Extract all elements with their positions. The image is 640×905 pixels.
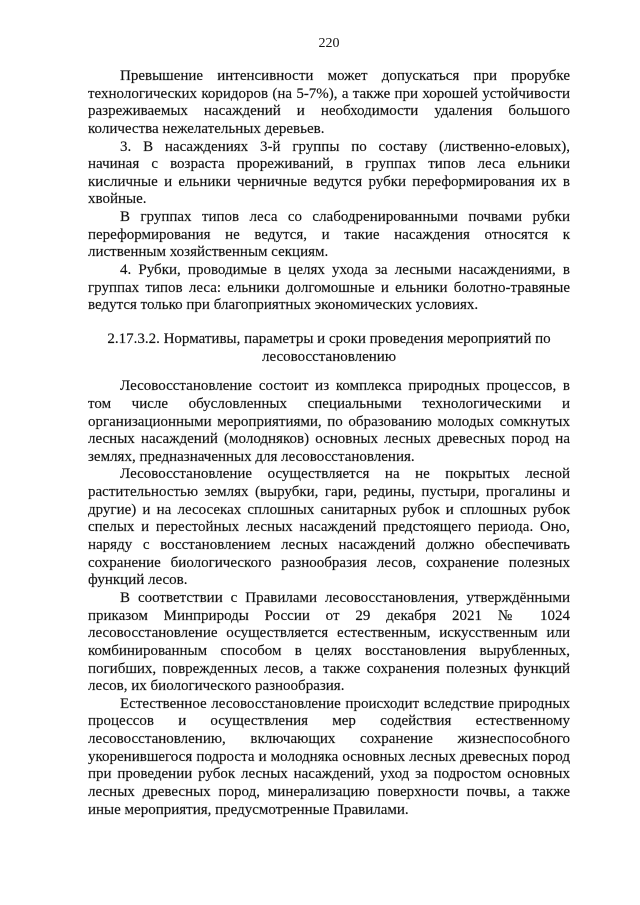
text-line: лесных древесных пород, минерализацию поверхности почвы, а также [88,783,570,800]
paragraph [88,68,570,139]
text-line: растительностью землях (вырубки, гари, редины, пустыри, прогалины и [88,484,570,501]
text-block [88,68,570,819]
text-line: укоренившегося подроста и молодняка основных лесных древесных пород [88,748,570,765]
paragraph [88,378,570,466]
text-line: спелых и перестойных лесных насаждений предстоящего периода. Оно, [88,519,570,536]
page-number: 220 [318,36,340,51]
text-line: сохранение биологического разнообразия лесов, сохранение полезных [88,554,570,571]
text-line: землях, предназначенных для лесовосстановления. [88,448,415,465]
text-line: 3. В насаждениях 3-й группы по составу (лиственно-еловых), [120,138,570,155]
text-line: ведутся только при благоприятных экономических условиях. [88,297,479,314]
section-heading [88,331,570,366]
heading-line: 2.17.3.2. Нормативы, параметры и сроки проведения мероприятий по [107,330,551,347]
text-line: Естественное лесовосстановление происходит вследствие природных [120,695,570,712]
text-line: Лесовосстановление осуществляется на не покрытых лесной [120,466,570,483]
text-line: технологических коридоров (на 5-7%), а также при хорошей устойчивости [88,85,570,102]
text-line: В группах типов леса со слабодренированными почвами рубки [120,209,570,226]
text-line: иные мероприятия, предусмотренные Правилами. [88,801,409,818]
text-line: 4. Рубки, проводимые в целях ухода за лесными насаждениями, в [120,262,570,279]
text-line: организационными мероприятиями, по образованию молодых сомкнутых [88,413,570,430]
text-line: комбинированным способом в целях восстановления вырубленных, [88,642,570,659]
text-line: хвойные. [88,191,147,208]
text-line: Превышение интенсивности может допускаться при прорубке [120,68,570,84]
paragraph [88,262,570,315]
text-line: лесовосстановлению, включающих сохранение жизнеспособного [88,731,570,748]
text-line: при проведении рубок лесных насаждений, уход за подростом основных [88,766,570,783]
text-line: процессов и осуществления мер содействия естественному [88,713,570,730]
text-line: Лесовосстановление состоит из комплекса природных процессов, в [120,378,570,395]
paragraph [88,466,570,589]
text-line: лесовосстановление осуществляется естественным, искусственным или [88,625,570,642]
text-line: количества нежелательных деревьев. [88,120,325,137]
paragraph [88,209,570,262]
paragraph [88,696,570,819]
text-line: другие) и на лесосеках сплошных санитарных рубок и сплошных рубок [88,501,570,518]
text-line: лесных насаждений (молодняков) основных лесных древесных пород на [88,431,570,448]
text-line: лиственным хозяйственным секциям. [88,244,329,261]
text-line: начиная с возраста прореживаний, в группах типов леса ельники [88,156,570,173]
text-line: приказом Минприроды России от 29 декабря 2021 № 1024 [88,607,570,624]
text-line: В соответствии с Правилами лесовосстановления, утверждёнными [120,589,570,606]
text-line: кисличные и ельники черничные ведутся рубки переформирования их в [88,173,570,190]
text-line: разреживаемых насаждений и необходимости удаления большого [88,103,570,120]
text-line: функций лесов. [88,572,188,589]
text-line: лесов, их биологического разнообразия. [88,678,345,695]
text-line: группах типов леса: ельники долгомошные и ельники болотно-травяные [88,279,570,296]
text-line: том числе обусловленных специальными технологическими и [88,395,570,412]
text-line: наряду с восстановлением лесных насаждений должно обеспечивать [88,537,570,554]
heading-line: лесовосстановлению [261,348,397,365]
paragraph [88,139,570,210]
text-line: погибших, поврежденных лесов, а также сохранения полезных функций [88,660,570,677]
text-line: переформирования не ведутся, и такие насаждения относятся к [88,226,570,243]
paragraph [88,590,570,696]
